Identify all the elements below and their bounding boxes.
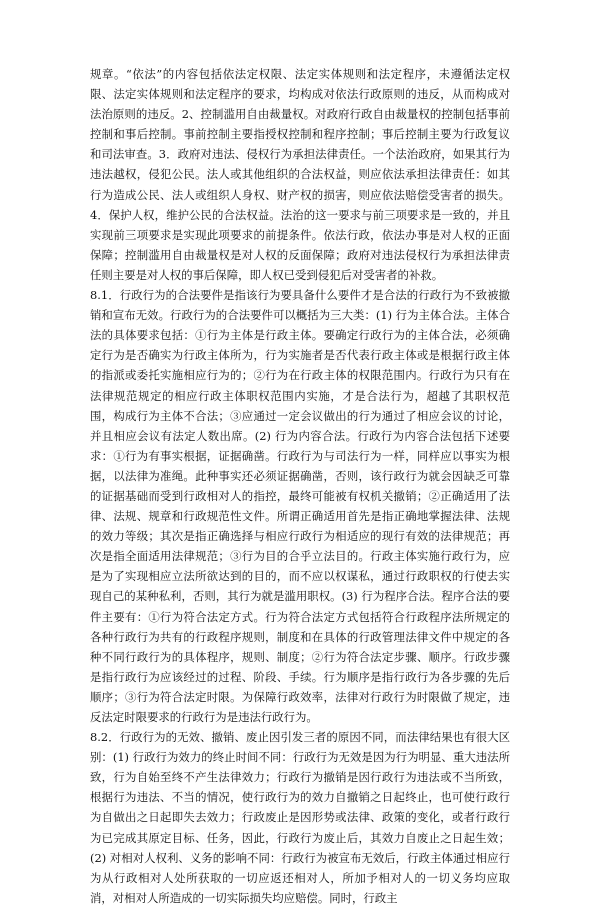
document-page [90, 64, 510, 908]
paragraph-8-1-legality-requirements: 8.1．行政行为的合法要件是指该行为要具备什么要件才是合法的行政行为不致被撤销和宣布无效。行政行为的合法要件可以概括为三大类：(1) 行为主体合法。主体合法的具体要求包括：①行为主体是行政主体。要确定行政行为的主体合法，必须确定行为是否确实为行政主体所为，行为实施者是否代表行政主体或是根据行政主体的指派或委托实施相应行为的；②行为在行政主体的权限范围内。行政行为只有在法律规范规定的相应行政主体职权范围内实施，才是合法行为，超越了其职权范围，构成行为主体不合法；③应通过一定会议做出的行为通过了相应会议的讨论，并且相应会议有法定人数出席。(2) 行为内容合法。行政行为内容合法包括下述要求：①行为有事实根据，证据确凿。行政行为与司法行为一样，同样应以事实为根据，以法律为准绳。此种事实还必须证据确凿，否则，该行政行为就会因缺乏可靠的证据基础而受到行政相对人的指控，最终可能被有权机关撤销；②正确适用了法律、法规、规章和行政规范性文件。所谓正确适用首先是指正确地掌握法律、法规的效力等级；其次是指正确选择与相应行政行为相适应的现行有效的法律规范；再次是指全面适用法律规范；③行为目的合乎立法目的。行政主体实施行政行为，应是为了实现相应立法所欲达到的目的，而不应以权谋私，通过行政职权的行使去实现自己的某种私利，否则，其行为就是滥用职权。(3) 行为程序合法。程序合法的要件主要有：①行为符合法定方式。行为符合法定方式包括符合行政程序法所规定的各种行政行为共有的行政程序规则，制度和在具体的行政管理法律文件中规定的各种不同行政行为的具体程序，规则、制度；②行为符合法定步骤、顺序。行政步骤是指行政行为应该经过的过程、阶段、手续。行为顺序是指行政行为各步骤的先后顺序；③行为符合法定时限。为保障行政效率，法律对行政行为时限做了规定，违反法定时限要求的行政行为是违法行政行为。 [90, 288, 510, 724]
paragraph-legal-principles: 规章。“依法”的内容包括依法定权限、法定实体规则和法定程序，未遵循法定权限、法定实体规则和法定程序的要求，均构成对依法行政原则的违反，从而构成对法治原则的违反。2、控制滥用自由裁量权。对政府行政自由裁量权的控制包括事前控制和事后控制。事前控制主要指授权控制和程序控制；事后控制主要为行政复议和司法审查。3．政府对违法、侵权行为承担法律责任。一个法治政府，如果其行为违法越权，侵犯公民。法人或其他组织的合法权益，则应依法承担法律责任：如其行为造成公民、法人或组织人身权、财产权的损害，则应依法赔偿受害者的损失。4．保护人权，维护公民的合法权益。法治的这一要求与前三项要求是一致的，并且实现前三项要求是实现此项要求的前提条件。依法行政，依法办事是对人权的正面保障；控制滥用自由裁量权是对人权的反面保障；政府对违法侵权行为承担法律责任则主要是对人权的事后保障，即人权已受到侵犯后对受害者的补救。 [90, 67, 510, 282]
paragraph-8-2-invalidity-revocation: 8.2．行政行为的无效、撤销、废止因引发三者的原因不同，而法律结果也有很大区别：(1) 行政行为效力的终止时间不同：行政行为无效是因为行为明显、重大违法所致，行为自始至终不产生法律效力；行政行为撤销是因行政行为违法或不当所致，根据行为违法、不当的情况，使行政行为的效力自撤销之日起终止，也可使行政行为自做出之日起即失去效力；行政废止是因形势或法律、政策的变化，或者行政行为已完成其原定目标、任务，因此，行政行为废止后，其效力自废止之日起生效；(2) 对相对人权利、义务的影响不同：行政行为被宣布无效后，行政主体通过相应行为从行政相对人处所获取的一切应返还相对人，所加予相对人的一切义务均应取消，对相对人所造成的一切实际损失均应赔偿。同时，行政主 [90, 730, 510, 905]
